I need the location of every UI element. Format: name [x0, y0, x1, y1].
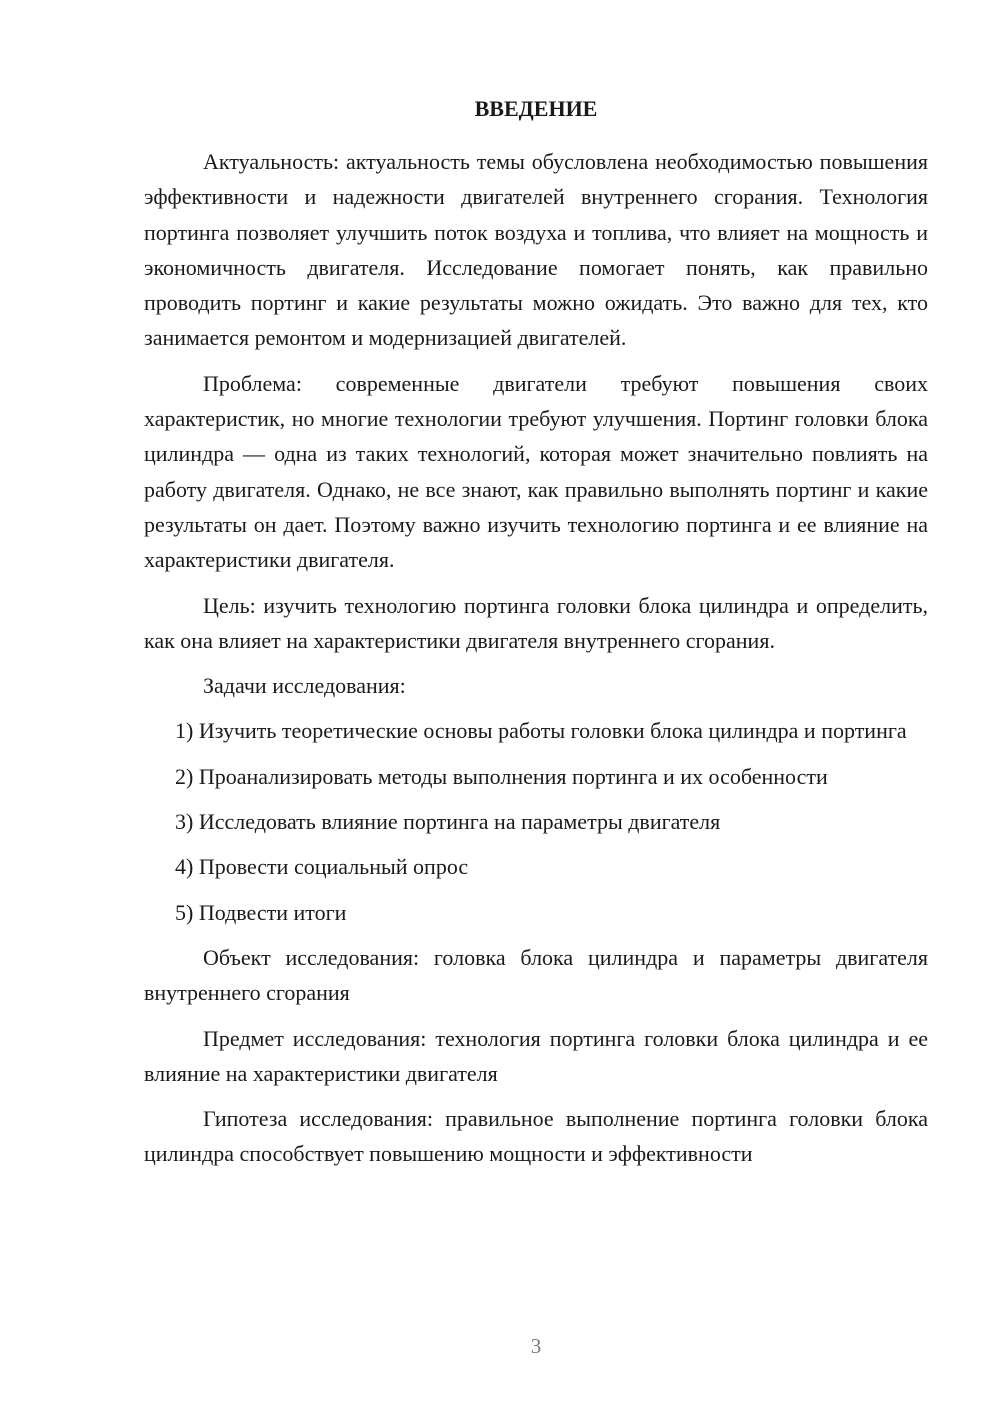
- section-title: ВВЕДЕНИЕ: [474, 96, 598, 121]
- task-item-5: 5) Подвести итоги: [175, 899, 347, 925]
- task-item-3: 3) Исследовать влияние портинга на параметры двигателя: [175, 809, 721, 835]
- paragraph-subject: Предмет исследования: технология портинга головки блока цилиндра и ее влияние на характеристики двигателя: [144, 1025, 928, 1086]
- paragraph-problem: Проблема: современные двигатели требуют повышения своих характеристик, но многие технологии требуют улучшения. Портинг головки блока цилиндра — одна из таких технологий, которая может значительно повлиять на работу двигателя. Однако, не все знают, как правильно выполнять портинг и какие результаты он дает. Поэтому важно изучить технологию портинга и ее влияние на характеристики двигателя.: [144, 370, 928, 573]
- task-item-1: 1) Изучить теоретические основы работы головки блока цилиндра и портинга: [175, 718, 907, 744]
- paragraph-relevance: Актуальность: актуальность темы обусловлена необходимостью повышения эффективности и надежности двигателей внутреннего сгорания. Технология портинга позволяет улучшить поток воздуха и топлива, что влияет на мощность и экономичность двигателя. Исследование помогает понять, как правильно проводить портинг и какие результаты можно ожидать. Это важно для тех, кто занимается ремонтом и модернизацией двигателей.: [144, 149, 928, 351]
- paragraph-object: Объект исследования: головка блока цилиндра и параметры двигателя внутреннего сгорания: [144, 944, 928, 1006]
- paragraph-goal: Цель: изучить технологию портинга головки блока цилиндра и определить, как она влияет на характеристики двигателя внутреннего сгорания.: [144, 592, 928, 653]
- task-item-2: 2) Проанализировать методы выполнения портинга и их особенности: [175, 763, 828, 789]
- page-number: 3: [530, 1334, 542, 1358]
- paragraph-tasks-heading: Задачи исследования:: [203, 673, 406, 699]
- task-item-4: 4) Провести социальный опрос: [175, 854, 469, 880]
- paragraph-hypothesis: Гипотеза исследования: правильное выполнение портинга головки блока цилиндра способствует повышению мощности и эффективности: [144, 1106, 928, 1167]
